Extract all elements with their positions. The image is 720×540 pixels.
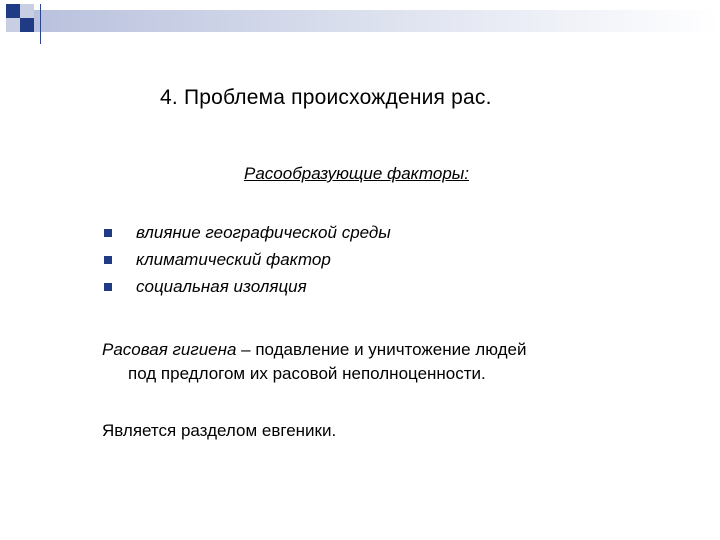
slide-title: 4. Проблема происхождения рас.: [160, 86, 492, 109]
square-bullet-icon: [104, 229, 112, 237]
square-bullet-icon: [104, 256, 112, 264]
closing-statement: Является разделом евгеники.: [102, 421, 337, 440]
decor-vertical-line: [40, 4, 41, 44]
list-item-label: климатический фактор: [136, 250, 331, 269]
square-bullet-icon: [104, 283, 112, 291]
definition-term: Расовая гигиена: [102, 340, 237, 359]
list-item: [104, 222, 391, 249]
header-gradient-bar: [34, 10, 720, 32]
definition-text-continued: под предлогом их расовой неполноценности.: [128, 364, 486, 383]
decor-square: [6, 4, 20, 18]
definition-text: – подавление и уничтожение людей: [236, 340, 527, 359]
decor-square: [20, 18, 34, 32]
list-item-label: влияние географической среды: [136, 223, 391, 242]
decor-square: [20, 4, 34, 18]
definition-paragraph: [102, 338, 702, 386]
factors-list: [104, 222, 391, 303]
list-item-label: социальная изоляция: [136, 277, 307, 296]
factors-heading: Расообразующие факторы:: [244, 164, 470, 183]
decor-square: [6, 18, 20, 32]
list-item: [104, 276, 391, 303]
list-item: [104, 249, 391, 276]
